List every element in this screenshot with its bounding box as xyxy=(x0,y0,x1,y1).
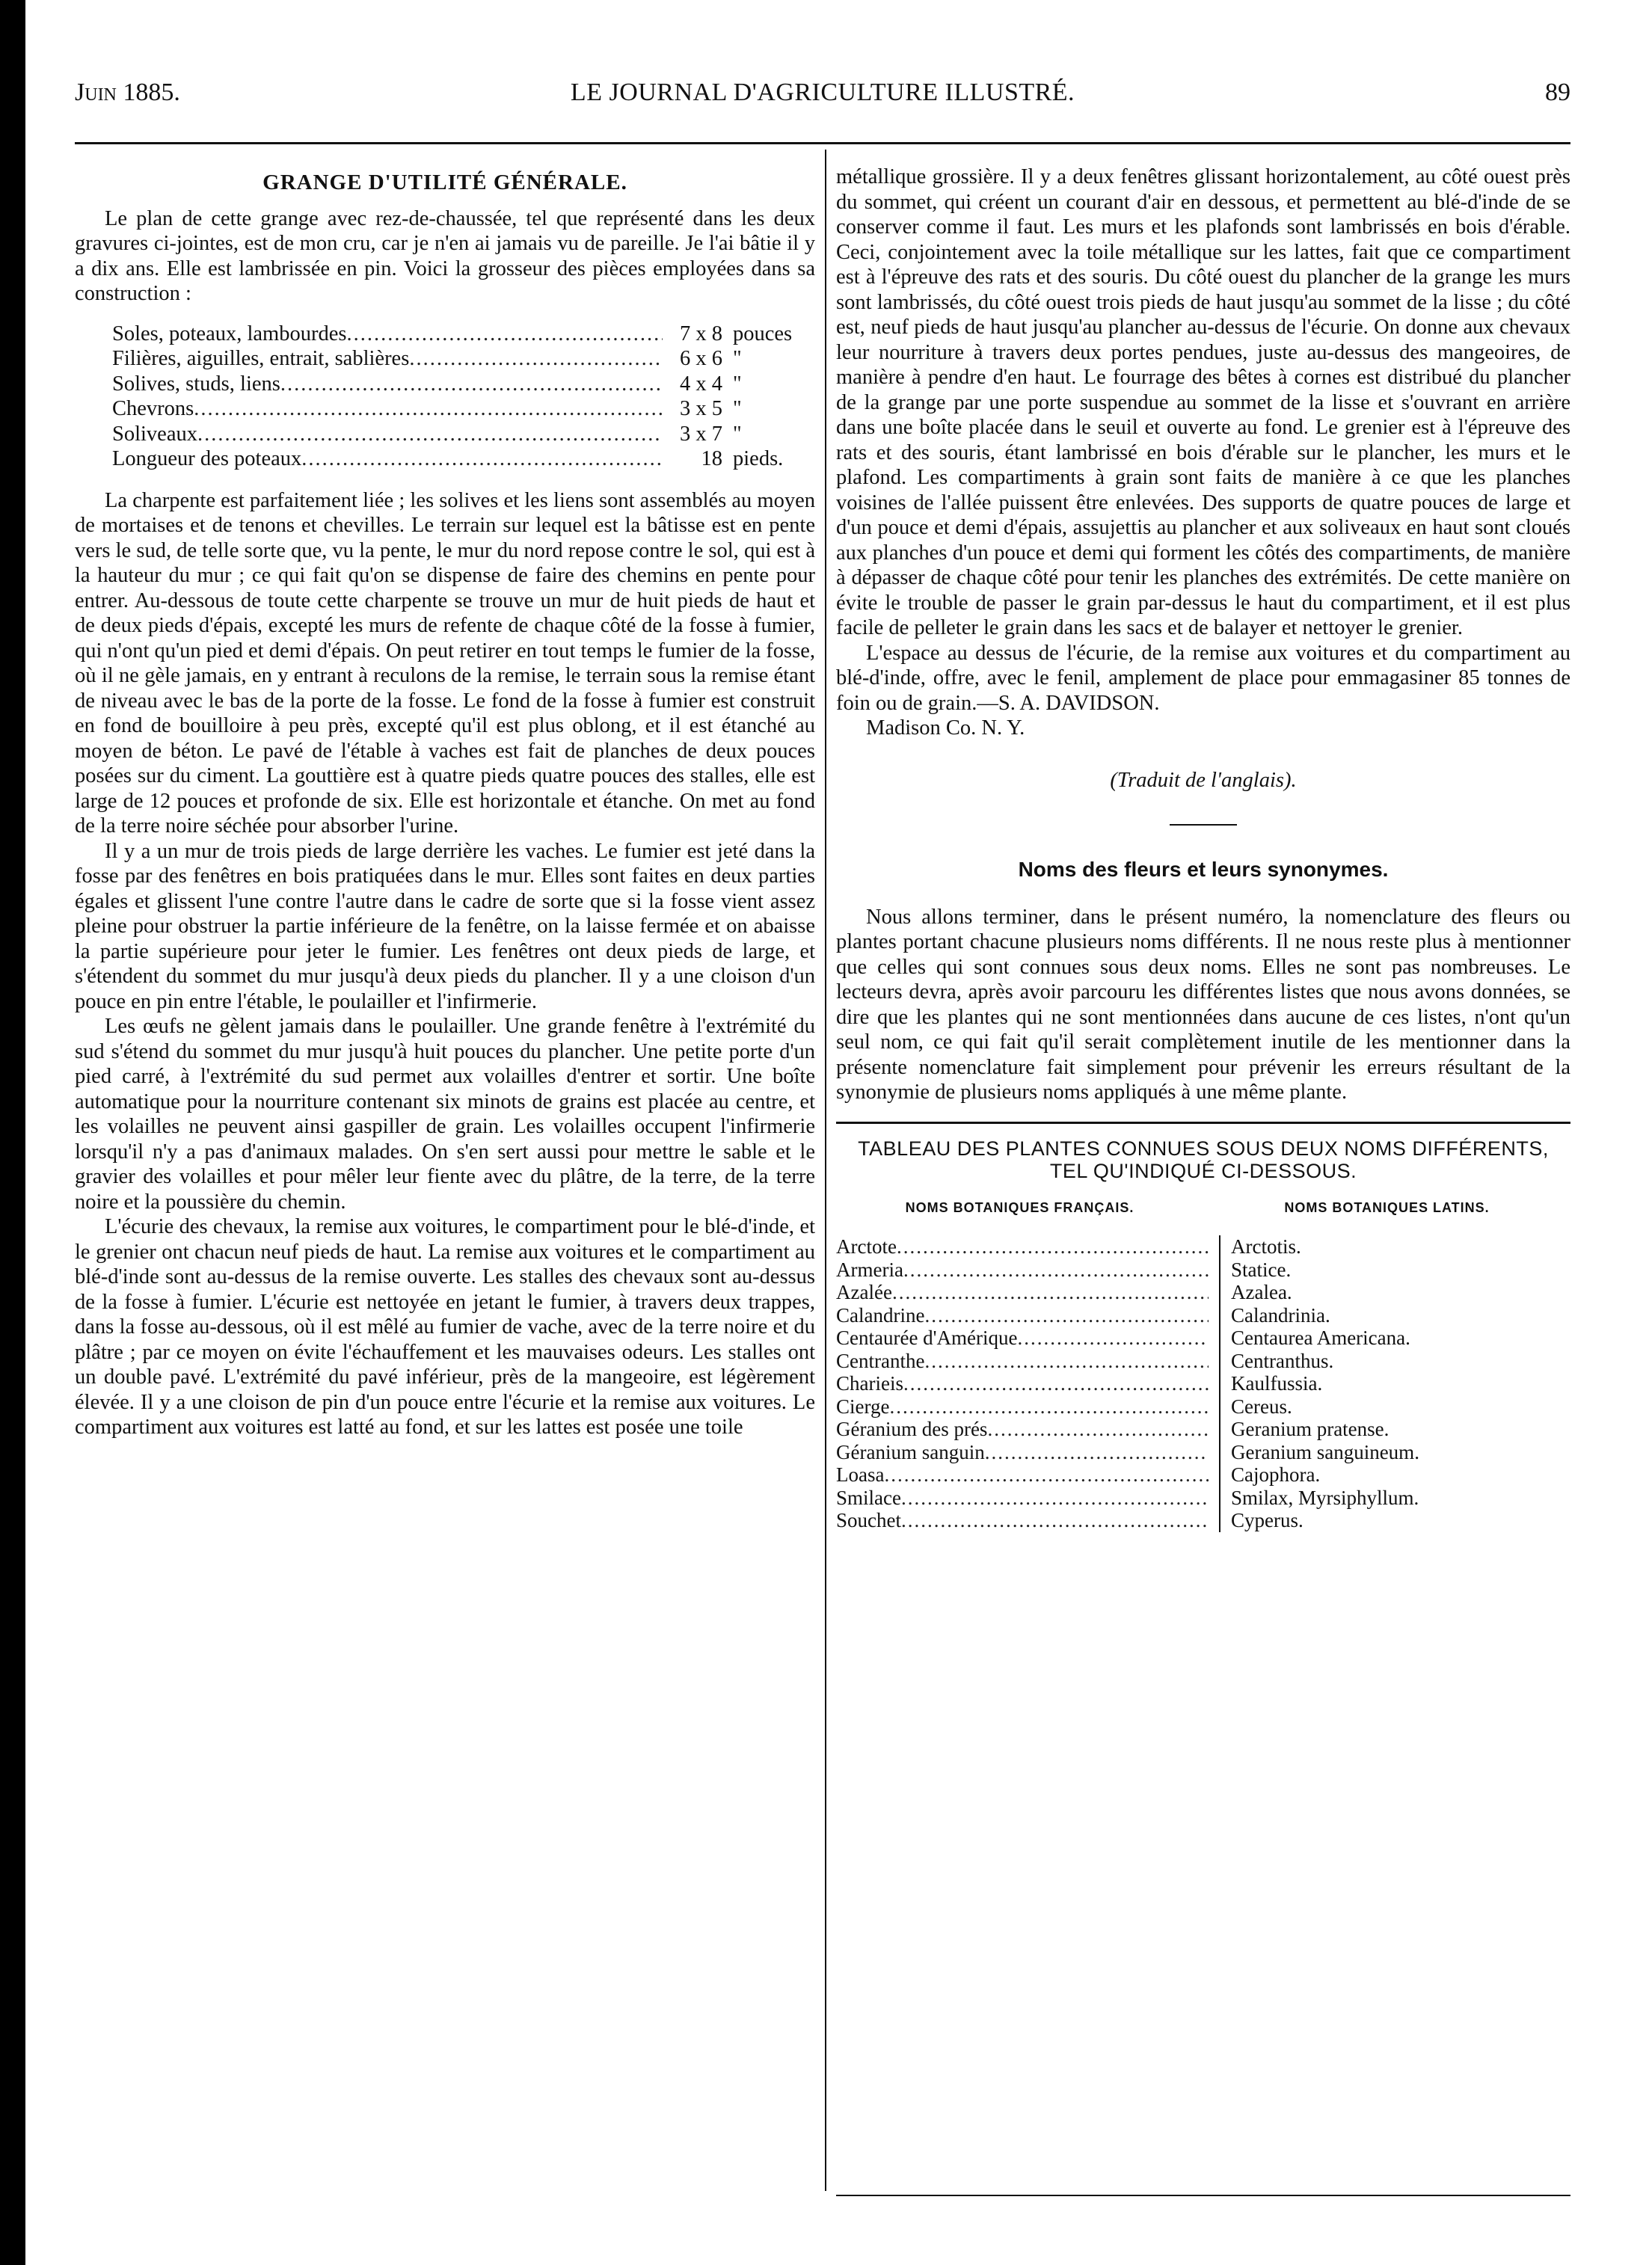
latin-name: Cajophora. xyxy=(1231,1463,1321,1486)
french-name: Armeria xyxy=(836,1258,903,1281)
french-name: Géranium des prés xyxy=(836,1418,988,1440)
dot-leader xyxy=(194,396,663,422)
table-row xyxy=(836,1235,1209,1258)
journal-title: LE JOURNAL D'AGRICULTURE ILLUSTRÉ. xyxy=(570,79,1075,106)
table-bottom-rule xyxy=(836,2195,1570,2196)
dimension-unit: " xyxy=(733,397,742,420)
dot-leader xyxy=(985,1441,1209,1464)
article-paragraph: L'espace au dessus de l'écurie, de la remise aux voitures et du compartiment au blé-d'inde, offre, avec le fenil, amplement de place pour emmagasiner 85 tonnes de foin ou de grain.—S. A. DAVIDSON. xyxy=(836,641,1570,715)
latin-name: Geranium sanguineum. xyxy=(1231,1440,1419,1463)
left-column xyxy=(75,165,815,1440)
latin-name: Geranium pratense. xyxy=(1231,1418,1390,1440)
article-paragraph: Les œufs ne gèlent jamais dans le poulailler. Une grande fenêtre à l'extrémité du sud s'étend du sommet du mur jusqu'à huit pouces du plancher. Une petite porte d'un pied carré, à l'extrémité du sud permet aux volailles d'entrer et sortir. Une boîte automatique pour la nourriture contenant six minots de grains est placée au centre, et les volailles ne peuvent ainsi gaspiller de grain. Les volailles occupent l'infirmerie lorsqu'il n'y a pas d'animaux malades. On s'en sert aussi pour mettre le sable et le gravier des volailles et pour mêler leur fiente avec du plâtre, de la terre, de la terre noire et la poussière du chemin. xyxy=(75,1015,815,1214)
dimension-name: Chevrons xyxy=(112,397,194,420)
dot-leader xyxy=(301,446,663,472)
section-separator xyxy=(1170,824,1237,826)
dimension-value: 6 x 6 xyxy=(680,347,722,370)
column-divider xyxy=(825,150,826,2191)
table-row xyxy=(836,1509,1209,1532)
dimension-unit: " xyxy=(733,422,742,446)
latin-name: Statice. xyxy=(1231,1258,1292,1281)
author-location: Madison Co. N. Y. xyxy=(866,716,1025,740)
table-row xyxy=(836,1463,1209,1487)
table-row xyxy=(836,1304,1209,1327)
french-name: Centaurée d'Amérique xyxy=(836,1327,1018,1349)
dot-leader xyxy=(903,1258,1209,1282)
table-row xyxy=(836,1258,1209,1282)
article-paragraph: métallique grossière. Il y a deux fenêtres glissant horizontalement, au côté ouest près du sommet, qui créent un courant d'air en dessous, et permettent au blé-d'inde de se conserver comme il faut. Les murs et les plafonds sont lambrissés en bois d'érable. Ceci, conjointement avec la toile métallique sur les lattes, fait que ce compartiment est à l'épreuve des rats et des souris. Du côté ouest du plancher de la grange les murs sont lambrissés, du côté ouest trois pieds de haut jusqu'au sommet de la lisse ; du côté est, neuf pieds de haut jusqu'au plancher au-dessus de l'écurie. On donne aux chevaux leur nourriture à travers deux portes pendues, juste au-dessus des mangeoires, de manière à pendre d'en haut. Le fourrage des bêtes à cornes est distribué du plancher de la grange par une porte suspendue au sommet de la lisse et s'ouvrant en arrière dans une boîte placée dans le seuil et ouverte au fond. Le grenier est à l'épreuve des rats et des souris, étant lambrissé en bois d'érable sur le plancher, les murs et le plafond. Les compartiments à grain sont faits de manière à ce que les planches voisines de l'allée puissent être enlevées. Des supports de quatre pouces de large et d'un pouce et demi d'épais, assujettis au plancher et aux soliveaux en haut sont cloués aux planches d'un pouce et demi qui forment les côtés des compartiments, de manière à dépasser de chaque côté pour tenir les planches des extrémités. De cette manière on évite le trouble de passer le grain par-dessus le haut du compartiment, et il est plus facile de pelleter le grain dans les sacs et de balayer et nettoyer le grenier. xyxy=(836,165,1570,639)
article-title: GRANGE D'UTILITÉ GÉNÉRALE. xyxy=(262,170,627,194)
right-column xyxy=(836,165,1570,1532)
dot-leader xyxy=(892,1281,1209,1304)
french-name: Calandrine xyxy=(836,1303,925,1327)
dimension-value: 7 x 8 xyxy=(680,322,722,345)
dimensions-list xyxy=(75,322,815,472)
table-body xyxy=(836,1235,1570,1532)
latin-name: Centaurea Americana. xyxy=(1231,1327,1410,1349)
article-paragraph: L'écurie des chevaux, la remise aux voitures, le compartiment pour le blé-d'inde, et le grenier ont chacun neuf pieds de haut. La remise aux voitures et le compartiment au blé-d'inde sont au-dessus de la remise ouverte. Les stalles des chevaux sont au-dessus de la fosse à fumier. L'écurie est nettoyée en jetant le fumier, à travers deux trappes, dans la fosse au-dessous, où il est mêlé au fumier de vache, avec de la terre noire et du plâtre ; par ce moyen on évite l'échauffement et les mauvaises odeurs. Les stalles ont un double pavé. L'extrémité du pavé inférieur, près de la mangeoire, est légèrement élevée. Il y a une cloison de pin d'un pouce entre l'écurie et la remise aux voitures. Le compartiment aux voitures est latté au fond, et sur les lattes est posée une toile xyxy=(75,1215,815,1439)
french-name: Azalée xyxy=(836,1281,892,1303)
dimension-row xyxy=(112,322,815,347)
dot-leader xyxy=(924,1350,1209,1373)
dimension-row xyxy=(112,446,815,472)
french-name: Smilace xyxy=(836,1486,901,1509)
french-names-column xyxy=(836,1235,1220,1532)
latin-name: Kaulfussia. xyxy=(1231,1372,1323,1395)
article-paragraph: Il y a un mur de trois pieds de large derrière les vaches. Le fumier est jeté dans la fosse par des fenêtres en bois pratiquées dans le mur. Elles sont faites en deux parties égales et glissent l'une contre l'autre dans le cadre de sorte que si la fosse vient assez pleine pour obstruer la partie inférieure de la fenêtre, on la laisse fermée et on abaisse la partie supérieure pour jeter le fumier. Les fenêtres ont deux pieds de large, et s'étendent du sommet du mur jusqu'à deux pieds du plancher. Il y a une cloison d'un pouce en pin entre l'étable, le poulailler et l'infirmerie. xyxy=(75,839,815,1013)
dimension-row xyxy=(112,422,815,447)
latin-name: Centranthus. xyxy=(1231,1349,1334,1372)
article2-title: Noms des fleurs et leurs synonymes. xyxy=(1018,858,1389,881)
dimension-value: 3 x 5 xyxy=(680,397,722,420)
dimension-unit: pouces xyxy=(733,322,793,345)
table-row xyxy=(836,1441,1209,1464)
dimension-unit: " xyxy=(733,372,742,396)
dot-leader xyxy=(346,322,663,347)
table-row xyxy=(836,1487,1209,1510)
dimension-name: Soliveaux xyxy=(112,422,197,446)
latin-name: Cyperus. xyxy=(1231,1509,1304,1531)
page-binding-edge xyxy=(0,0,25,2265)
dot-leader xyxy=(903,1372,1209,1395)
dimension-row xyxy=(112,372,815,397)
dimension-value: 4 x 4 xyxy=(680,372,722,396)
table-row xyxy=(836,1418,1209,1441)
dimension-name: Filières, aiguilles, entrait, sablières xyxy=(112,347,410,370)
plant-synonym-table xyxy=(836,1196,1570,1532)
header-rule xyxy=(75,142,1570,144)
translation-note: (Traduit de l'anglais). xyxy=(1110,768,1297,792)
table-row xyxy=(836,1327,1209,1350)
latin-name: Calandrinia. xyxy=(1231,1303,1330,1327)
column-header-latin: NOMS BOTANIQUES LATINS. xyxy=(1284,1199,1490,1215)
dot-leader xyxy=(987,1418,1209,1441)
column-header-french: NOMS BOTANIQUES FRANÇAIS. xyxy=(905,1199,1134,1215)
dot-leader xyxy=(280,372,663,397)
french-name: Arctote xyxy=(836,1235,897,1258)
latin-name: Cereus. xyxy=(1231,1395,1292,1418)
page-header xyxy=(75,79,1570,123)
table-row xyxy=(836,1350,1209,1373)
dot-leader xyxy=(889,1395,1209,1419)
dot-leader xyxy=(901,1487,1209,1510)
dimension-row xyxy=(112,346,815,372)
latin-name: Azalea. xyxy=(1231,1281,1292,1303)
dot-leader xyxy=(1018,1327,1209,1350)
table-row xyxy=(836,1281,1209,1304)
dot-leader xyxy=(884,1463,1209,1487)
page-number: 89 xyxy=(1545,79,1570,106)
french-name: Cierge xyxy=(836,1395,890,1418)
dot-leader xyxy=(924,1304,1209,1327)
french-name: Loasa xyxy=(836,1463,885,1486)
dot-leader xyxy=(409,346,663,372)
french-name: Charieis xyxy=(836,1372,903,1395)
dimension-value: 3 x 7 xyxy=(680,422,722,446)
latin-name: Arctotis. xyxy=(1231,1235,1301,1258)
french-name: Centranthe xyxy=(836,1349,925,1372)
dot-leader xyxy=(897,1235,1209,1258)
table-header xyxy=(836,1196,1570,1221)
dimension-name: Solives, studs, liens xyxy=(112,372,280,396)
dimension-unit: " xyxy=(733,347,742,370)
article2-body: Nous allons terminer, dans le présent numéro, la nomenclature des fleurs ou plantes portant chacune plusieurs noms différents. Il ne nous reste plus à mentionner que celles qui sont connues sous deux noms. Elles ne sont pas nombreuses. Le lecteurs devra, après avoir parcouru les différentes listes que nous avons données, se dire que les plantes qui ne sont mentionnées dans aucune de ces listes, n'ont qu'un seul nom, ce qui fait qu'il serait complètement inutile de les mentionner dans la présente nomenclature fait simplement pour prévenir les erreurs résultant de la synonymie de plusieurs noms appliqués à une même plante. xyxy=(836,905,1570,1104)
dimension-row xyxy=(112,396,815,422)
latin-names-column xyxy=(1220,1235,1419,1532)
table-rule xyxy=(836,1122,1570,1124)
dimension-name: Soles, poteaux, lambourdes xyxy=(112,322,347,345)
issue-date: Juin 1885. xyxy=(75,79,180,106)
table-row xyxy=(836,1372,1209,1395)
dimension-value: 18 xyxy=(701,447,722,470)
table-row xyxy=(836,1395,1209,1419)
dimension-unit: pieds. xyxy=(733,447,784,470)
dot-leader xyxy=(197,422,663,447)
article-intro: Le plan de cette grange avec rez-de-chaussée, tel que représenté dans les deux gravures ci-jointes, est de mon cru, car je n'en ai jamais vu de pareille. Je l'ai bâtie il y a dix ans. Elle est lambrissée en pin. Voici la grosseur des pièces employées dans sa construction : xyxy=(75,206,815,305)
table-title: TABLEAU DES PLANTES CONNUES SOUS DEUX NOMS DIFFÉRENTS, TEL QU'INDIQUÉ CI-DESSOUS. xyxy=(858,1137,1549,1182)
dimension-name: Longueur des poteaux xyxy=(112,447,302,470)
french-name: Géranium sanguin xyxy=(836,1440,985,1463)
dot-leader xyxy=(901,1509,1209,1532)
article-paragraph: La charpente est parfaitement liée ; les solives et les liens sont assemblés au moyen de mortaises et de tenons et chevilles. Le terrain sur lequel est la bâtisse est en pente vers le sud, de telle sorte que, vu la pente, le mur du nord repose contre le sol, qui est à la hauteur du mur ; ce qui fait qu'on se dispense de faire des chemins en pente pour entrer. Au-dessous de toute cette charpente se trouve un mur de huit pieds de haut et de deux pieds d'épais, excepté les murs de refente de chaque côté de la fosse à fumier, qui n'ont qu'un pied et demi d'épais. On peut retirer en tout temps le fumier de la fosse, où il ne gèle jamais, en y entrant à reculons de la remise, le terrain sous la remise étant de niveau avec le bas de la porte de la fosse. Le fond de la fosse à fumier est construit en fond de bouilloire à peu près, excepté qu'il est plus oblong, et il est étanché au moyen de béton. Le pavé de l'étable à vaches est fait de planches de deux pouces posées sur du ciment. La gouttière est à quatre pieds quatre pouces des stalles, elle est large de 12 pouces et profonde de six. Elle est horizontale et étanche. On met au fond de la terre noire séchée pour absorber l'urine. xyxy=(75,488,815,838)
latin-name: Smilax, Myrsiphyllum. xyxy=(1231,1486,1419,1509)
french-name: Souchet xyxy=(836,1509,901,1531)
